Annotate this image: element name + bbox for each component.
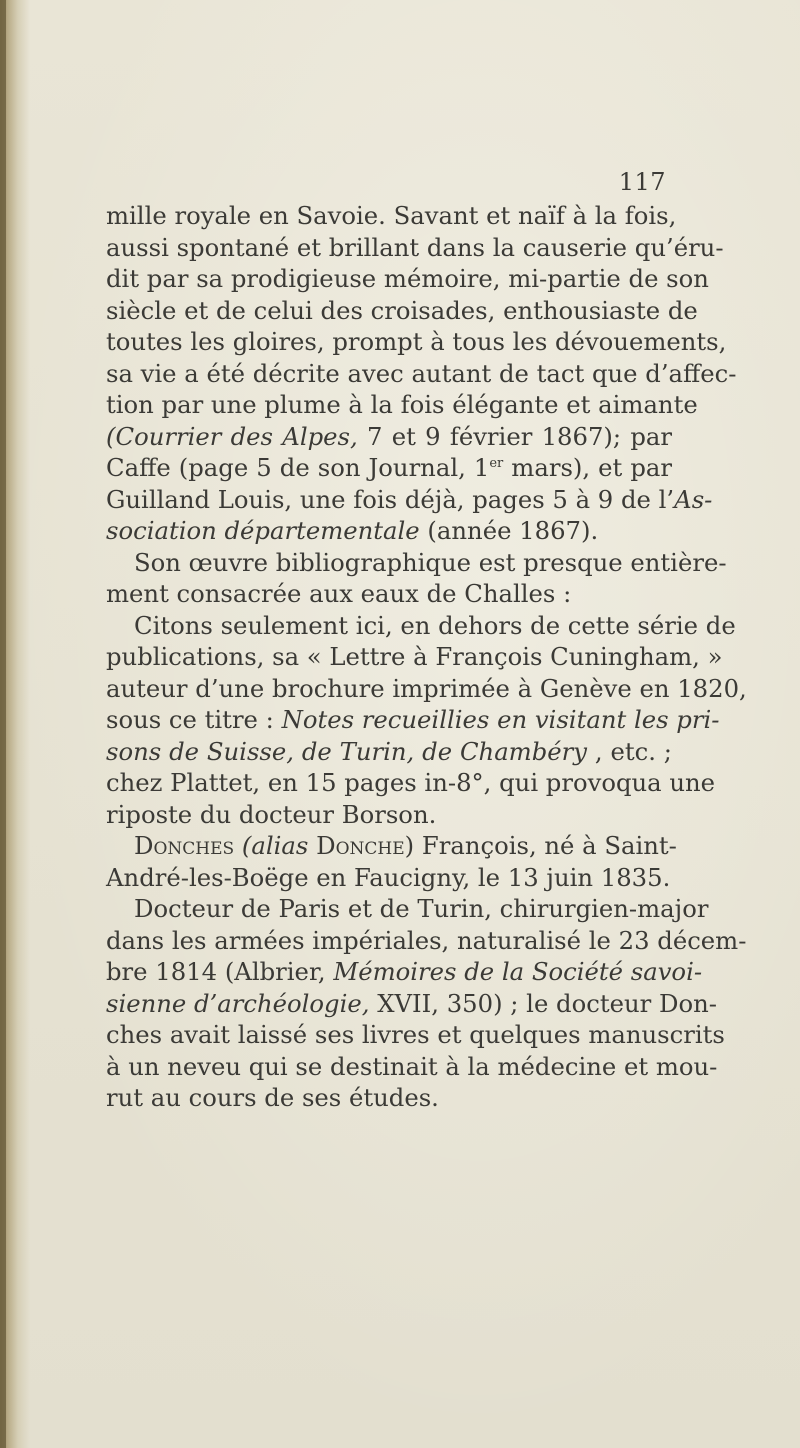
text-segment: Mémoires de la Société savoi- bbox=[333, 957, 703, 986]
text-line bbox=[106, 988, 717, 1020]
text-segment: ches avait laissé ses livres et quelques manuscrits bbox=[106, 1020, 725, 1049]
text-segment: Caffe (page 5 de son Journal, 1 bbox=[106, 453, 490, 482]
paragraph-p5 bbox=[106, 893, 747, 1114]
text-line bbox=[106, 358, 737, 390]
text-segment: dans les armées impériales, naturalisé le 23 décem- bbox=[106, 925, 747, 955]
text-segment: XVII, 350) ; le docteur Don- bbox=[369, 988, 717, 1018]
text-line bbox=[106, 641, 723, 673]
text-line bbox=[106, 295, 698, 327]
text-line bbox=[106, 767, 716, 799]
text-line bbox=[106, 421, 672, 453]
text-line bbox=[106, 1082, 672, 1114]
text-line bbox=[106, 925, 747, 957]
text-segment: Donches bbox=[134, 831, 235, 860]
text-segment: dit par sa prodigieuse mémoire, mi-partie de son bbox=[106, 264, 709, 293]
text-segment: Son œuvre bibliographique est presque entière- bbox=[134, 547, 727, 577]
text-segment: sociation départementale bbox=[106, 516, 420, 545]
text-line bbox=[106, 862, 672, 894]
text-segment: Guilland Louis, une fois déjà, pages 5 à 9 de l’ bbox=[106, 484, 675, 514]
text-segment: ) François, né à Saint- bbox=[404, 831, 677, 860]
paragraph-p4 bbox=[106, 830, 677, 893]
text-line bbox=[106, 1019, 725, 1051]
text-segment: Docteur de Paris et de Turin, chirurgien-major bbox=[134, 894, 709, 923]
paragraph-p3 bbox=[106, 610, 747, 831]
text-segment: sa vie a été décrite avec autant de tact que d’affec- bbox=[106, 358, 737, 388]
text-segment: aussi spontané et brillant dans la causerie qu’éru- bbox=[106, 232, 724, 262]
text-segment: rut au cours de ses études. bbox=[106, 1083, 439, 1112]
text-line bbox=[106, 515, 672, 547]
body-text bbox=[106, 200, 747, 1114]
text-segment: à un neveu qui se destinait à la médecine et mou- bbox=[106, 1051, 718, 1081]
text-line bbox=[106, 389, 698, 421]
text-segment bbox=[234, 831, 242, 860]
book-spine-edge bbox=[0, 0, 6, 1448]
text-line bbox=[106, 547, 727, 579]
text-line bbox=[106, 893, 709, 925]
paragraph-p2 bbox=[106, 547, 727, 610]
text-line bbox=[106, 830, 677, 862]
text-line bbox=[106, 704, 720, 736]
text-segment: Donche bbox=[316, 831, 405, 860]
text-segment: toutes les gloires, prompt à tous les dévouements, bbox=[106, 327, 727, 356]
text-segment: , etc. ; bbox=[587, 736, 672, 766]
text-segment: chez Plattet, en 15 pages in-8°, qui provoqua une bbox=[106, 768, 716, 797]
text-segment: auteur d’une brochure imprimée à Genève en 1820, bbox=[106, 673, 747, 703]
text-line bbox=[106, 799, 672, 831]
text-segment: publications, sa « Lettre à François Cuningham, » bbox=[106, 642, 723, 671]
text-segment: tion par une plume à la fois élégante et aimante bbox=[106, 390, 698, 419]
text-segment: sons de Suisse, de Turin, de Chambéry bbox=[106, 736, 587, 766]
text-segment: Citons seulement ici, en dehors de cette série de bbox=[134, 610, 736, 640]
text-segment bbox=[308, 831, 316, 860]
text-segment: ment consacrée aux eaux de Challes : bbox=[106, 579, 572, 608]
text-segment: André-les-Boëge en Faucigny, le 13 juin 1835. bbox=[106, 862, 671, 892]
text-segment: sous ce titre : bbox=[106, 705, 282, 734]
text-segment: bre 1814 (Albrier, bbox=[106, 957, 334, 986]
text-line bbox=[106, 1051, 718, 1083]
text-segment: (alias bbox=[241, 831, 309, 860]
paragraph-p1 bbox=[106, 200, 737, 547]
text-line bbox=[106, 673, 747, 705]
text-segment: 7 et 9 février 1867); par bbox=[357, 421, 672, 451]
text-line bbox=[106, 578, 672, 610]
text-segment: riposte du docteur Borson. bbox=[106, 799, 437, 829]
text-line bbox=[106, 610, 736, 642]
text-line bbox=[106, 956, 703, 988]
text-segment: mille royale en Savoie. Savant et naïf à la fois, bbox=[106, 201, 677, 230]
text-segment: (Courrier des Alpes, bbox=[106, 421, 358, 451]
text-segment: Notes recueillies en visitant les pri- bbox=[281, 705, 720, 734]
text-line bbox=[106, 200, 677, 232]
text-segment: mars), et par bbox=[503, 453, 673, 482]
text-line bbox=[106, 263, 709, 295]
text-segment: As- bbox=[674, 484, 713, 514]
text-line bbox=[106, 232, 724, 264]
text-line bbox=[106, 326, 727, 358]
text-segment: (année 1867). bbox=[419, 516, 599, 545]
text-line bbox=[106, 484, 713, 516]
text-segment: sienne d’archéologie, bbox=[106, 988, 370, 1018]
text-line bbox=[106, 736, 672, 768]
page-number: 117 bbox=[618, 168, 666, 196]
text-segment: er bbox=[489, 455, 504, 471]
text-segment: siècle et de celui des croisades, enthousiaste de bbox=[106, 295, 698, 325]
text-line bbox=[106, 452, 672, 484]
